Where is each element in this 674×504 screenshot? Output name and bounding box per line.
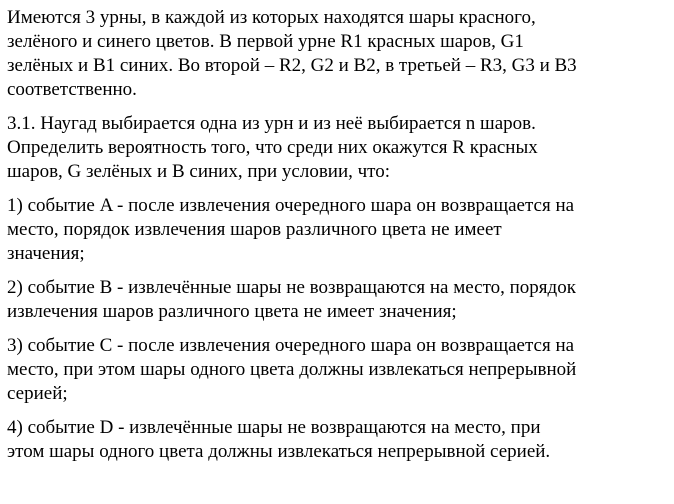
event-c-paragraph: 3) событие C - после извлечения очередного шара он возвращается на место, при этом шары одного цвета должны извлекаться непрерывной серией; [7,335,577,404]
event-a-paragraph: 1) событие A - после извлечения очередного шара он возвращается на место, порядок извлечения шаров различного цвета не имеет значения; [7,195,575,264]
intro-paragraph: Имеются 3 урны, в каждой из которых находятся шары красного, зелёного и синего цветов. В первой урне R1 красных шаров, G1 зелёных и B1 синих. Во второй – R2, G2 и B2, в третьей – R3, G3 и B3 соответственно. [7,7,577,100]
event-d-paragraph: 4) событие D - извлечённые шары не возвращаются на место, при этом шары одного цвета должны извлекаться непрерывной серией. [7,417,551,462]
task-paragraph: 3.1. Наугад выбирается одна из урн и из неё выбирается n шаров. Определить вероятность того, что среди них окажутся R красных шаров, G зелёных и B синих, при условии, что: [7,113,538,182]
event-b-paragraph: 2) событие B - извлечённые шары не возвращаются на место, порядок извлечения шаров различного цвета не имеет значения; [7,277,576,322]
